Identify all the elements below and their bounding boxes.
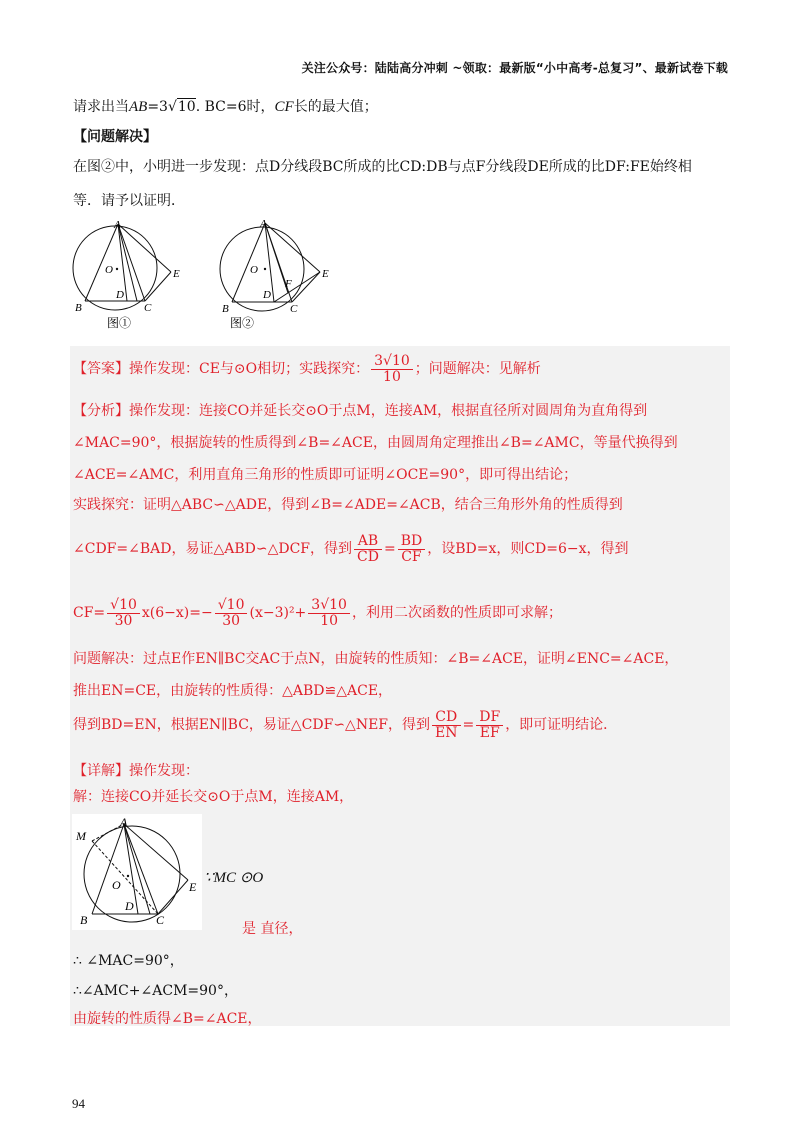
figure-3 bbox=[72, 814, 202, 930]
analysis-line-7: 问题解决：过点E作EN∥BC交AC于点N，由旋转的性质知：∠B=∠ACE，证明∠ENC=∠ACE， bbox=[73, 651, 679, 667]
analysis-line-2: ∠MAC=90°，根据旋转的性质得到∠B=∠ACE，由圆周角定理推出∠B=∠AMC，等量代换得到 bbox=[73, 435, 678, 451]
fig1-caption: 图① bbox=[107, 316, 132, 330]
detail-step-1: ∴ ∠MAC=90°， bbox=[73, 953, 184, 969]
fig3-label-m: M bbox=[76, 829, 86, 843]
detail-step-3: 由旋转的性质得∠B=∠ACE， bbox=[73, 1011, 262, 1027]
analysis-line-8: 推出EN=CE，由旋转的性质得：△ABD≌△ACE， bbox=[73, 683, 393, 699]
figure-1 bbox=[65, 216, 195, 338]
detail-side-1: ∵MC ⊙O bbox=[204, 870, 264, 886]
detail-step-2: ∴∠AMC+∠ACM=90°， bbox=[73, 983, 238, 999]
analysis-line-9: 得到BD=EN，根据EN∥BC，易证△CDF∽△NEF，得到 $\frac{CD}{EN}$ = $\frac{DF}{EF}$ ，即可证明结论． bbox=[73, 709, 618, 741]
fig1-label-c: C bbox=[144, 302, 152, 314]
question-line-2: 在图②中，小明进一步发现：点D分线段BC所成的比CD:DB与点F分线段DE所成的比DF:FE始终相 bbox=[73, 159, 692, 175]
question-line-3: 等．请予以证明． bbox=[73, 193, 185, 209]
fraction-bd-cf: $\frac{BD}{CF}$ bbox=[398, 534, 426, 564]
fig1-label-b: B bbox=[75, 302, 82, 314]
fraction-3sqrt10-10: $\frac{3√10}{10}$ bbox=[308, 598, 350, 628]
detail-line-1: 【详解】操作发现： bbox=[73, 763, 199, 779]
fig2-label-f: F bbox=[285, 278, 292, 290]
fig2-label-a: A bbox=[260, 218, 267, 230]
detail-side-2: 是 直径， bbox=[242, 921, 303, 937]
fig3-label-b: B bbox=[80, 913, 88, 927]
question-line-1: 请求出当AB=3√10. BC=6时，CF长的最大值； bbox=[73, 99, 378, 115]
fig1-label-e: E bbox=[173, 268, 180, 280]
analysis-line-1: 【分析】操作发现：连接CO并延长交⊙O于点M，连接AM，根据直径所对圆周角为直角得到 bbox=[73, 403, 648, 419]
fig1-label-o: O bbox=[105, 264, 113, 276]
answer-fraction: $\frac{3√10}{10}$ bbox=[371, 354, 413, 384]
analysis-line-6: CF= $\frac{√10}{30}$ x(6−x)=− $\frac{√10}{30}$ (x−3)²+ $\frac{3√10}{10}$ ，利用二次函数的性质即可求解； bbox=[73, 597, 562, 629]
fig2-label-b: B bbox=[222, 303, 229, 315]
fig2-label-o: O bbox=[250, 264, 258, 276]
analysis-line-4: 实践探究：证明△ABC∽△ADE，得到∠B=∠ADE=∠ACB，结合三角形外角的性质得到 bbox=[73, 497, 623, 513]
fig3-label-d: D bbox=[125, 899, 134, 913]
analysis-line-3: ∠ACE=∠AMC，利用直角三角形的性质即可证明∠OCE=90°，即可得出结论； bbox=[73, 467, 578, 483]
figure-2 bbox=[210, 214, 345, 336]
fig1-label-a: A bbox=[114, 219, 121, 231]
fig3-label-o: O bbox=[112, 878, 121, 892]
fig2-label-c: C bbox=[290, 303, 298, 315]
section-title: 【问题解决】 bbox=[73, 129, 157, 145]
fraction-cd-en: $\frac{CD}{EN}$ bbox=[432, 710, 460, 740]
fraction-sqrt10-30-b: $\frac{√10}{30}$ bbox=[215, 598, 248, 628]
fig1-label-d: D bbox=[116, 289, 124, 301]
analysis-line-5: ∠CDF=∠BAD，易证△ABD∽△DCF，得到 $\frac{AB}{CD}$ = $\frac{BD}{CF}$ ，设BD=x，则CD=6−x，得到 bbox=[73, 533, 629, 565]
fig3-label-c: C bbox=[156, 913, 165, 927]
fraction-df-ef: $\frac{DF}{EF}$ bbox=[476, 710, 503, 740]
fraction-sqrt10-30-a: $\frac{√10}{30}$ bbox=[107, 598, 140, 628]
fig3-label-a: A bbox=[120, 815, 128, 829]
fig2-caption: 图② bbox=[230, 316, 255, 330]
fig3-label-e: E bbox=[189, 880, 197, 894]
page-number: 94 bbox=[72, 1096, 85, 1111]
answer-line: 【答案】操作发现：CE与⊙O相切；实践探究： $\frac{3√10}{10}$ ；问题解决：见解析 bbox=[73, 353, 541, 385]
page-header: 关注公众号：陆陆高分冲刺 ~领取：最新版“小中高考-总复习”、最新试卷下载 bbox=[301, 61, 728, 75]
fraction-ab-cd: $\frac{AB}{CD}$ bbox=[354, 534, 382, 564]
detail-line-2: 解：连接CO并延长交⊙O于点M，连接AM， bbox=[73, 789, 354, 805]
fig2-label-d: D bbox=[263, 289, 271, 301]
fig2-label-e: E bbox=[322, 268, 329, 280]
